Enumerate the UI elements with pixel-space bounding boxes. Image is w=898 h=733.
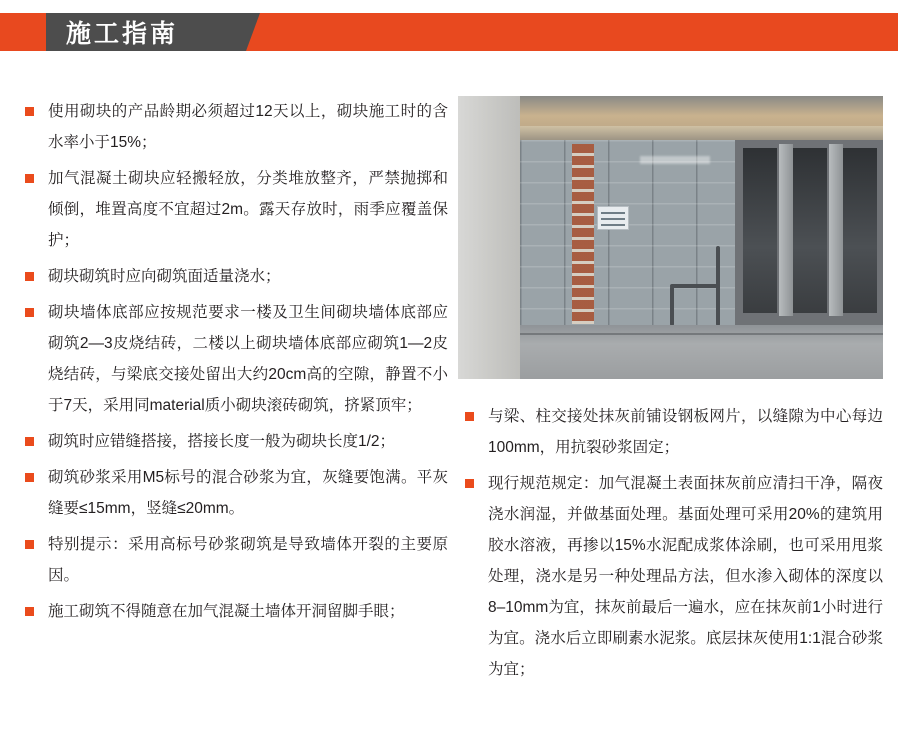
photo-conduit [670, 284, 720, 288]
list-item-text: 现行规范规定：加气混凝土表面抹灰前应清扫干净，隔夜浇水润湿，并做基面处理。基面处理可采用20%的建筑用胶水溶液，再掺以15%水泥配成浆体涂刷，也可采用甩浆处理，浇水是另一种处理品方法，但水渗入砌体的深度以8–10mm为宜，抹灰前最后一遍水，应在抹灰前1小时进行为宜。浇水后立即刷素水泥浆。底层抹灰使用1:1混合砂浆为宜； [488, 475, 883, 678]
photo-doorway [743, 148, 777, 313]
list-item [458, 468, 883, 685]
list-item [18, 163, 448, 256]
header-title-tab [46, 13, 246, 51]
photo-highlight [640, 156, 710, 164]
photo-floor-edge [520, 333, 883, 335]
bullet-square-icon [25, 107, 34, 116]
list-item [18, 96, 448, 158]
photo-scene [520, 96, 883, 379]
list-item [18, 596, 448, 627]
photo-left-wall-panel [458, 96, 520, 379]
list-item [18, 426, 448, 457]
bullet-square-icon [25, 473, 34, 482]
left-column [18, 96, 448, 632]
photo-doorway [843, 148, 877, 313]
list-item-text: 施工砌筑不得随意在加气混凝土墙体开洞留脚手眼； [48, 603, 405, 620]
photo-pillar [829, 144, 843, 316]
list-item-text: 使用砌块的产品龄期必须超过12天以上，砌块施工时的含水率小于15%； [48, 103, 448, 151]
bullet-square-icon [25, 308, 34, 317]
bullet-square-icon [25, 607, 34, 616]
construction-site-photo [458, 96, 883, 379]
photo-door-openings [735, 140, 883, 325]
photo-ceiling-beam [520, 126, 883, 140]
right-bullet-list [458, 401, 883, 685]
document-body [0, 64, 898, 733]
list-item [18, 261, 448, 292]
photo-wall-sign [597, 206, 629, 230]
list-item-text: 特别提示：采用高标号砂浆砌筑是导致墙体开裂的主要原因。 [48, 536, 448, 584]
list-item-text: 砌筑砂浆采用M5标号的混合砂浆为宜，灰缝要饱满。平灰缝要≤15mm，竖缝≤20mm。 [48, 469, 448, 517]
page-title: 施工指南 [66, 20, 179, 48]
list-item-text: 与梁、柱交接处抹灰前铺设钢板网片，以缝隙为中心每边100mm，用抗裂砂浆固定； [488, 408, 883, 456]
photo-sign-line [601, 224, 625, 226]
photo-floor [520, 325, 883, 379]
photo-conduit [670, 286, 674, 326]
photo-conduit [716, 246, 720, 326]
bullet-square-icon [25, 272, 34, 281]
list-item-warning [18, 529, 448, 591]
photo-doorway [793, 148, 827, 313]
header-tab-wedge [246, 13, 260, 51]
photo-sign-line [601, 218, 625, 220]
bullet-square-icon [465, 412, 474, 421]
page-header [0, 0, 898, 64]
list-item-text: 加气混凝土砌块应轻搬轻放，分类堆放整齐，严禁抛掷和倾倒，堆置高度不宜超过2m。露天存放时，雨季应覆盖保护； [48, 170, 448, 249]
photo-ceiling [520, 96, 883, 140]
bullet-square-icon [25, 174, 34, 183]
list-item [458, 401, 883, 463]
left-bullet-list [18, 96, 448, 627]
list-item [18, 462, 448, 524]
photo-sign-line [601, 212, 625, 214]
photo-brick-column [572, 144, 594, 324]
photo-pillar [779, 144, 793, 316]
bullet-square-icon [25, 540, 34, 549]
list-item-text: 砌块砌筑时应向砌筑面适量浇水； [48, 268, 281, 285]
photo-block-wall [520, 140, 735, 325]
list-item-text: 砌筑时应错缝搭接，搭接长度一般为砌块长度1/2； [48, 433, 396, 450]
right-column [458, 96, 883, 690]
bullet-square-icon [25, 437, 34, 446]
bullet-square-icon [465, 479, 474, 488]
list-item-text: 砌块墙体底部应按规范要求一楼及卫生间砌块墙体底部应砌筑2—3皮烧结砖，二楼以上砌块墙体底部应砌筑1—2皮烧结砖，与梁底交接处留出大约20cm高的空隙，静置不小于7天，采用同material质小砌块滚砖砌筑，挤紧顶牢； [48, 304, 448, 414]
list-item [18, 297, 448, 421]
